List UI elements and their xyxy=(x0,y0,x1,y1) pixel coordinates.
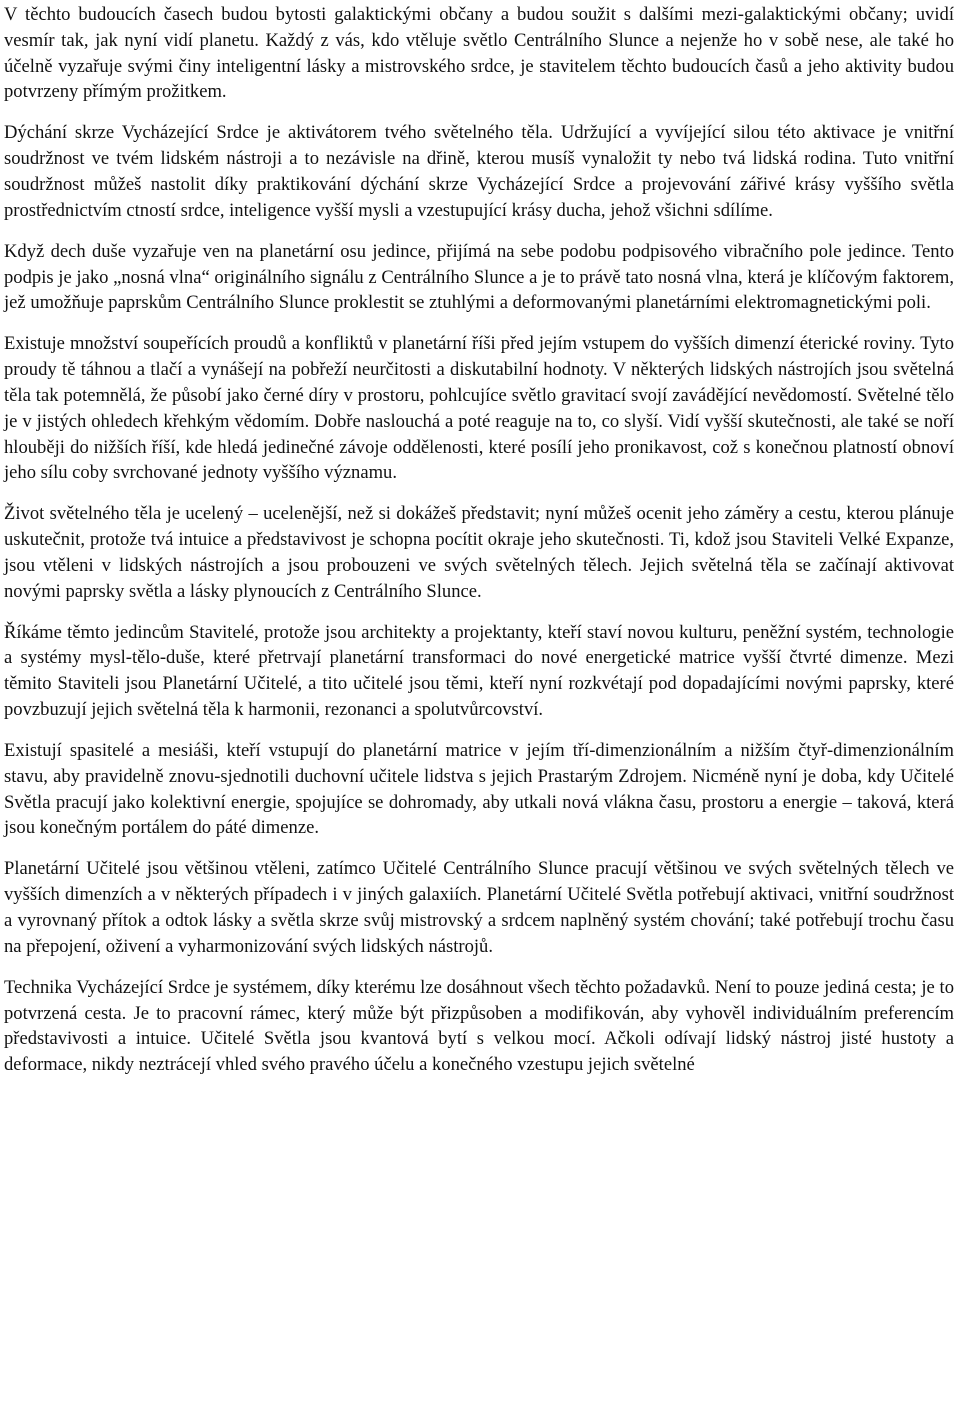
paragraph-1: V těchto budoucích časech budou bytosti galaktickými občany a budou soužit s dalšími mezi-galaktickými občany; uvidí vesmír tak, jak nyní vidí planetu. Každý z vás, kdo vtěluje světlo Centrálního Slunce a nejenže ho v sobě nese, ale také ho účelně vyzařuje svými činy inteligentní lásky a mistrovského srdce, je stavitelem těchto budoucích časů a jeho aktivity budou potvrzeny přímým prožitkem. xyxy=(4,4,954,103)
paragraph-6: Říkáme těmto jedincům Stavitelé, protože jsou architekty a projektanty, kteří staví novou kulturu, peněžní systém, technologie a systémy mysl-tělo-duše, které přetrvají planetární transformaci do nové energetické matrice vyšší čtvrté dimenze. Mezi těmito Staviteli jsou Planetární Učitelé, a tito učitelé jsou těmi, kteří nyní rozkvétají pod dopadajícími novými paprsky, které povzbuzují jejich světelná těla k harmonii, rezonanci a spolutvůrcovství. xyxy=(4,621,954,721)
paragraph-3: Když dech duše vyzařuje ven na planetární osu jedince, přijímá na sebe podobu podpisového vibračního pole jedince. Tento podpis je jako „nosná vlna“ originálního signálu z Centrálního Slunce a je to právě tato nosná vlna, která je klíčovým faktorem, jež umožňuje paprskům Centrálního Slunce proklestit se ztuhlými a deformovanými planetárními elektromagnetickými poli. xyxy=(4,240,954,314)
document-page xyxy=(0,2,960,1419)
paragraph-5: Život světelného těla je ucelený – ucelenější, než si dokážeš představit; nyní můžeš ocenit jeho záměry a cestu, kterou plánuje uskutečnit, protože tvá intuice a představivost je schopna pocítit okraje jeho skutečnosti. Ti, kdož jsou Staviteli Velké Expanze, jsou vtěleni v lidských nástrojích a jsou probouzeni ve svých světelných tělech. Jejich světelná těla se začínají aktivovat novými paprsky světla a lásky plynoucích z Centrálního Slunce. xyxy=(4,503,954,602)
paragraph-2: Dýchání skrze Vycházející Srdce je aktivátorem tvého světelného těla. Udržující a vyvíjející silou této aktivace je vnitřní soudržnost ve tvém lidském nástroji a to nezávisle na dřině, kterou musíš vynaložit ty nebo tvá lidská rodina. Tuto vnitřní soudržnost můžeš nastolit díky praktikování dýchání skrze Vycházející Srdce a projevování zářivé krásy vyššího světla prostřednictvím ctností srdce, inteligence vyšší mysli a vzestupující krásy ducha, jehož všichni sdílíme. xyxy=(4,122,954,221)
paragraph-9: Technika Vycházející Srdce je systémem, díky kterému lze dosáhnout všech těchto požadavků. Není to pouze jediná cesta; je to potvrzená cesta. Je to pracovní rámec, který může být přizpůsoben a modifikován, aby vyhověl individuálním preferencím představivosti a intuice. Učitelé Světla jsou kvantová bytí s velkou mocí. Ačkoli odívají lidský nástroj jisté hustoty a deformace, nikdy neztrácejí vhled svého pravého účelu a konečného vzestupu jejich světelné xyxy=(4,976,954,1076)
paragraph-4: Existuje množství soupeřících proudů a konfliktů v planetární říši před jejím vstupem do vyšších dimenzí éterické roviny. Tyto proudy tě táhnou a tlačí a vynášejí na pobřeží neurčitosti a diskutabilní hodnoty. V některých lidských nástrojích jsou světelná těla tak potemnělá, že působí jako černé díry v prostoru, pohlcujíce světlo gravitací svojí zavádějící nevědomostí. Světelné tělo je v jistých ohledech křehkým vědomím. Dobře naslouchá a poté reaguje na to, co slyší. Vidí vyšší skutečnosti, ale také se noří hlouběji do nižších říší, kde hledá jedinečné závoje oddělenosti, které posílí jeho pronikavost, což s konečnou platností obnoví jeho sílu coby svrchované jednoty vyššího významu. xyxy=(4,333,954,484)
paragraph-7: Existují spasitelé a mesiáši, kteří vstupují do planetární matrice v jejím tří-dimenzionálním a nižším čtyř-dimenzionálním stavu, aby pravidelně znovu-sjednotili duchovní učitele lidstva s jejich Prastarým Zdrojem. Nicméně nyní je doba, kdy Učitelé Světla pracují jako kolektivní energie, spojujíce se dohromady, aby utkali nová vlákna času, prostoru a energie – taková, která jsou konečným portálem do páté dimenze. xyxy=(4,740,954,839)
paragraph-8: Planetární Učitelé jsou většinou vtěleni, zatímco Učitelé Centrálního Slunce pracují většinou ve svých světelných tělech ve vyšších dimenzích a v některých případech i v jiných galaxiích. Planetární Učitelé Světla potřebují aktivaci, vnitřní soudržnost a vyrovnaný přítok a odtok lásky a světla skrze svůj mistrovský a srdcem naplněný systém chování; také potřebují trochu času na přepojení, oživení a vyharmonizování svých lidských nástrojů. xyxy=(4,858,954,957)
